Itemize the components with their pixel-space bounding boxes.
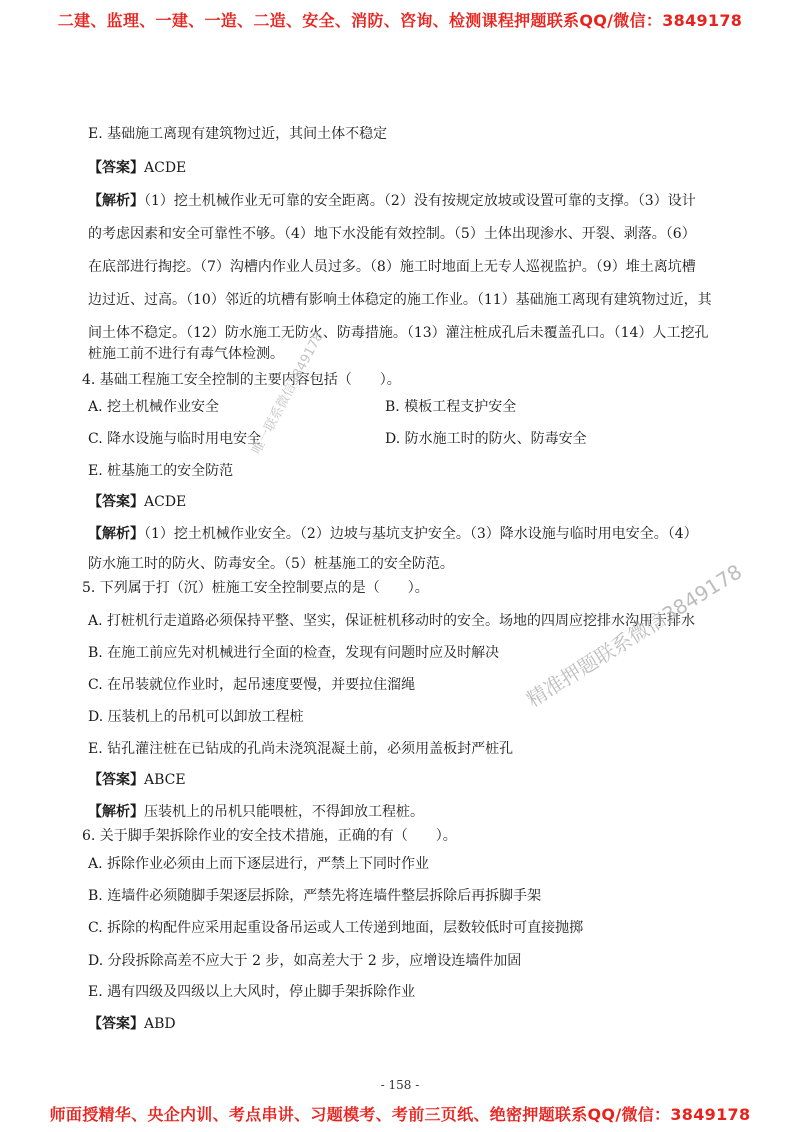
q3-analysis-line-2: 的考虑因素和安全可靠性不够。（4）地下水没能有效控制。（5）土体出现渗水、开裂、剥落。（6） <box>88 226 696 242</box>
q3-analysis-line-4: 边过近、过高。（10）邻近的坑槽有影响土体稳定的施工作业。（11）基础施工离现有建筑物过近，其 <box>88 292 712 308</box>
watermark-large: 精准押题联系微信3849178 <box>522 559 747 712</box>
q6-option-e: E. 遇有四级及四级以上大风时，停止脚手架拆除作业 <box>88 984 416 1000</box>
q4-option-a: A. 挖土机械作业安全 <box>88 399 220 415</box>
q5-option-d: D. 压装机上的吊机可以卸放工程桩 <box>88 709 304 725</box>
q4-analysis-line-1 <box>88 524 698 544</box>
q4-option-e: E. 桩基施工的安全防范 <box>88 463 234 479</box>
q6-option-b: B. 连墙件必须随脚手架逐层拆除，严禁先将连墙件整层拆除后再拆脚手架 <box>88 888 542 904</box>
q4-stem: 4. 基础工程施工安全控制的主要内容包括（ ）。 <box>82 372 401 388</box>
q4-analysis-line-2: 防水施工时的防火、防毒安全。（5）桩基施工的安全防范。 <box>88 556 454 572</box>
q4-answer <box>88 492 186 512</box>
analysis-label: 【解析】 <box>88 526 144 542</box>
answer-value: ACDE <box>144 494 187 510</box>
q3-option-e: E. 基础施工离现有建筑物过近，其间土体不稳定 <box>88 126 388 142</box>
q6-option-c: C. 拆除的构配件应采用起重设备吊运或人工传递到地面，层数较低时可直接抛掷 <box>88 920 584 936</box>
answer-value: ABCE <box>144 772 186 788</box>
answer-label: 【答案】 <box>88 772 144 788</box>
q6-stem: 6. 关于脚手架拆除作业的安全技术措施，正确的有（ ）。 <box>82 828 457 844</box>
analysis-text: （1）挖土机械作业无可靠的安全距离。（2）没有按规定放坡或设置可靠的支撑。（3）设计 <box>144 193 696 209</box>
analysis-text: （1）挖土机械作业安全。（2）边坡与基坑支护安全。（3）降水设施与临时用电安全。（4） <box>144 526 698 542</box>
q4-option-b: B. 模板工程支护安全 <box>385 399 517 415</box>
analysis-label: 【解析】 <box>88 193 144 209</box>
answer-label: 【答案】 <box>88 160 144 176</box>
q6-answer <box>88 1014 176 1034</box>
answer-value: ABD <box>144 1016 176 1032</box>
watermark-small: 唯一联系微信3849178 <box>249 329 327 457</box>
q3-analysis-line-6: 桩施工前不进行有毒气体检测。 <box>88 346 284 362</box>
answer-value: ACDE <box>144 160 187 176</box>
q3-answer <box>88 158 186 178</box>
top-promo-banner: 二建、监理、一建、一造、二造、安全、消防、咨询、检测课程押题联系QQ/微信：3849178 <box>57 11 743 30</box>
analysis-label: 【解析】 <box>88 804 144 820</box>
q5-option-c: C. 在吊装就位作业时，起吊速度要慢，并要拉住溜绳 <box>88 677 416 693</box>
q5-option-e: E. 钻孔灌注桩在已钻成的孔尚未浇筑混凝土前，必须用盖板封严桩孔 <box>88 741 514 757</box>
q5-answer <box>88 770 186 790</box>
q6-option-a: A. 拆除作业必须由上而下逐层进行，严禁上下同时作业 <box>88 856 430 872</box>
q5-stem: 5. 下列属于打（沉）桩施工安全控制要点的是（ ）。 <box>82 580 429 596</box>
q4-option-d: D. 防水施工时的防火、防毒安全 <box>385 431 587 447</box>
bottom-promo-banner: 师面授精华、央企内训、考点串讲、习题模考、考前三页纸、绝密押题联系QQ/微信：3849178 <box>49 1105 751 1124</box>
answer-label: 【答案】 <box>88 1016 144 1032</box>
q4-option-c: C. 降水设施与临时用电安全 <box>88 431 262 447</box>
q5-option-a: A. 打桩机行走道路必须保持平整、坚实，保证桩机移动时的安全。场地的四周应挖排水沟用于排水 <box>88 613 696 629</box>
q3-analysis-line-5: 间土体不稳定。（12）防水施工无防火、防毒措施。（13）灌注桩成孔后未覆盖孔口。（14）人工挖孔 <box>88 325 709 341</box>
analysis-text: 压装机上的吊机只能喂桩，不得卸放工程桩。 <box>144 804 424 820</box>
q3-analysis-line-1 <box>88 191 696 211</box>
q5-option-b: B. 在施工前应先对机械进行全面的检查，发现有问题时应及时解决 <box>88 645 500 661</box>
answer-label: 【答案】 <box>88 494 144 510</box>
q3-analysis-line-3: 在底部进行掏挖。（7）沟槽内作业人员过多。（8）施工时地面上无专人巡视监护。（9）堆土离坑槽 <box>88 259 696 275</box>
q5-analysis <box>88 802 424 822</box>
q6-option-d: D. 分段拆除高差不应大于 2 步，如高差大于 2 步，应增设连墙件加固 <box>88 953 522 969</box>
page-number: - 158 - <box>380 1078 420 1092</box>
